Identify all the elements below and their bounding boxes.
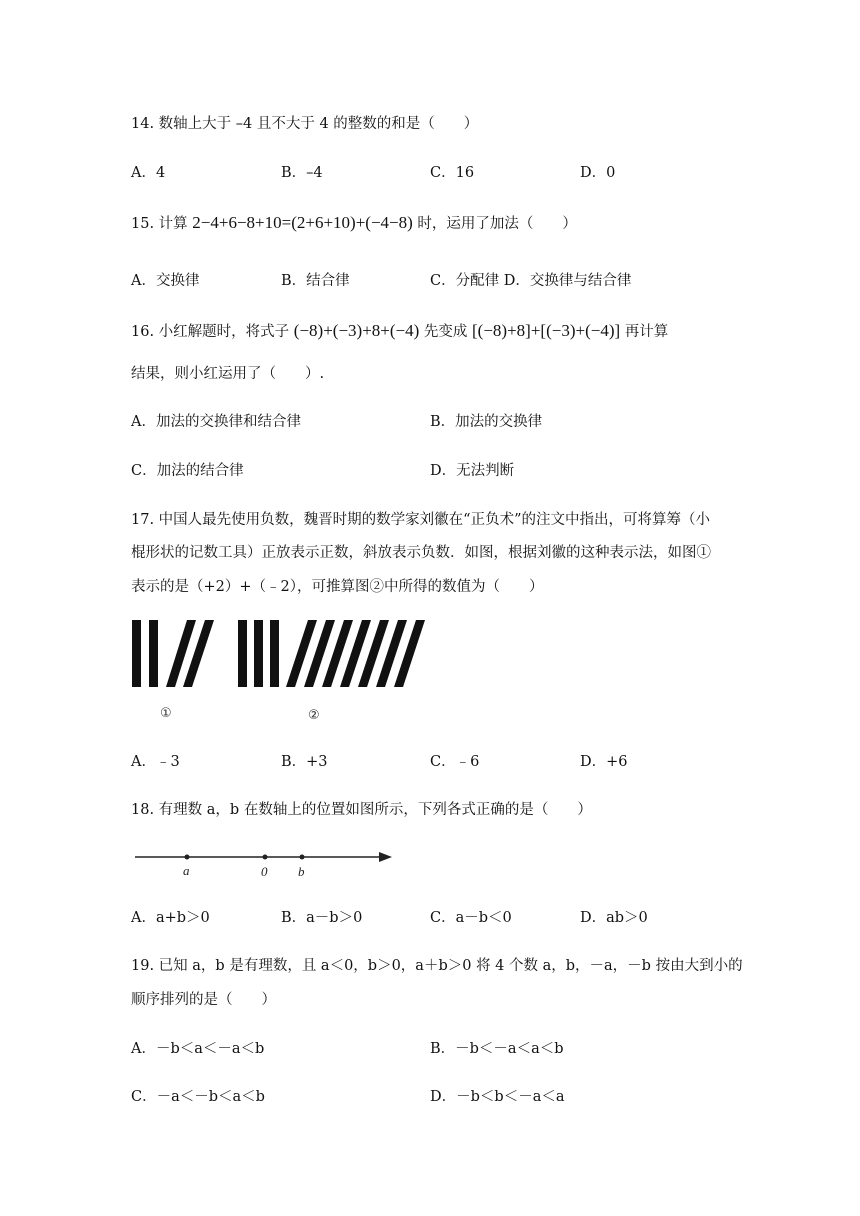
upright-rod [149,620,158,687]
option-b[interactable]: B．－b＜－a＜a＜b [430,1041,564,1057]
question-text: 已知 a，b 是有理数，且 a＜0，b＞0，a＋b＞0 将 4 个数 a，b，－a，－b 按由大到小的 [158,958,743,974]
point-zero [263,855,268,860]
option-d[interactable]: D．+6 [580,754,628,770]
option-a[interactable]: A．﹣3 [131,754,180,770]
question-text: 棍形状的记数工具）正放表示正数，斜放表示负数．如图，根据刘徽的这种表示法，如图① [131,545,711,561]
question-number: 18. [131,802,155,818]
question-text: 数轴上大于 –4 且不大于 4 的整数的和是（ ） [158,116,479,132]
point-a [185,855,190,860]
option-b[interactable]: B．结合律 [281,273,350,289]
option-a[interactable]: A．4 [131,165,166,181]
option-a[interactable]: A．加法的交换律和结合律 [131,414,301,430]
question-number: 15. [131,216,155,232]
question-15 [131,212,577,233]
question-text: 顺序排列的是（ ） [131,992,276,1008]
option-d[interactable]: D．－b＜b＜－a＜a [430,1089,565,1105]
number-line-figure [130,845,400,885]
question-17 [131,508,710,529]
question-14 [131,112,478,133]
figure-1-label: ① [160,706,172,721]
question-number: 17. [131,512,155,528]
option-c[interactable]: C．－a＜－b＜a＜b [131,1089,265,1105]
option-d[interactable]: D．0 [580,165,616,181]
question-text: 时，运用了加法（ ） [417,216,577,232]
option-a[interactable]: A．－b＜a＜－a＜b [131,1041,265,1057]
math-expression: (−8)+(−3)+8+(−4) [293,321,420,340]
option-b[interactable]: B．加法的交换律 [430,414,543,430]
question-text: 计算 [158,216,188,232]
figure-2-label: ② [308,708,320,723]
question-text: 中国人最先使用负数，魏晋时期的数学家刘徽在“正负术”的注文中指出，可将算筹（小 [158,512,710,528]
math-expression: 2−4+6−8+10=(2+6+10)+(−4−8) [192,213,413,232]
question-text: 再计算 [624,324,669,340]
question-number: 16. [131,324,155,340]
option-d[interactable]: D．无法判断 [430,463,515,479]
option-a[interactable]: A．a+b＞0 [131,910,210,926]
option-b[interactable]: B．–4 [281,165,323,181]
option-c[interactable]: C．﹣6 [430,754,480,770]
label-b: b [298,864,305,879]
figure-2-rods [238,620,425,687]
question-number: 19. [131,958,155,974]
question-19 [131,954,743,975]
option-a[interactable]: A．交换律 [131,273,200,289]
upright-rod [132,620,141,687]
math-expression: [(−8)+8]+[(−3)+(−4)] [472,321,621,340]
option-b[interactable]: B．+3 [281,754,328,770]
question-16 [131,320,668,341]
option-c[interactable]: C．16 [430,165,475,181]
question-text: 小红解题时，将式子 [158,324,290,340]
counting-rods-figure [130,615,430,725]
label-zero: 0 [261,864,268,879]
option-c[interactable]: C．a－b＜0 [430,910,512,926]
option-d[interactable]: D．ab＞0 [580,910,648,926]
question-18 [131,798,592,819]
question-text: 结果，则小红运用了（ ）. [131,366,325,382]
question-number: 14. [131,116,155,132]
upright-rod [270,620,279,687]
point-b [300,855,305,860]
question-text: 有理数 a，b 在数轴上的位置如图所示，下列各式正确的是（ ） [158,802,592,818]
upright-rod [254,620,263,687]
arrow-right-icon [379,852,392,862]
upright-rod [238,620,247,687]
question-text: 先变成 [423,324,468,340]
option-c[interactable]: C．加法的结合律 [131,463,244,479]
option-b[interactable]: B．a－b＞0 [281,910,363,926]
figure-1-rods [132,620,214,687]
label-a: a [183,863,190,878]
question-text: 表示的是（+2）+（﹣2），可推算图②中所得的数值为（ ） [131,579,544,595]
option-c-d[interactable]: C．分配律 D．交换律与结合律 [430,273,632,289]
